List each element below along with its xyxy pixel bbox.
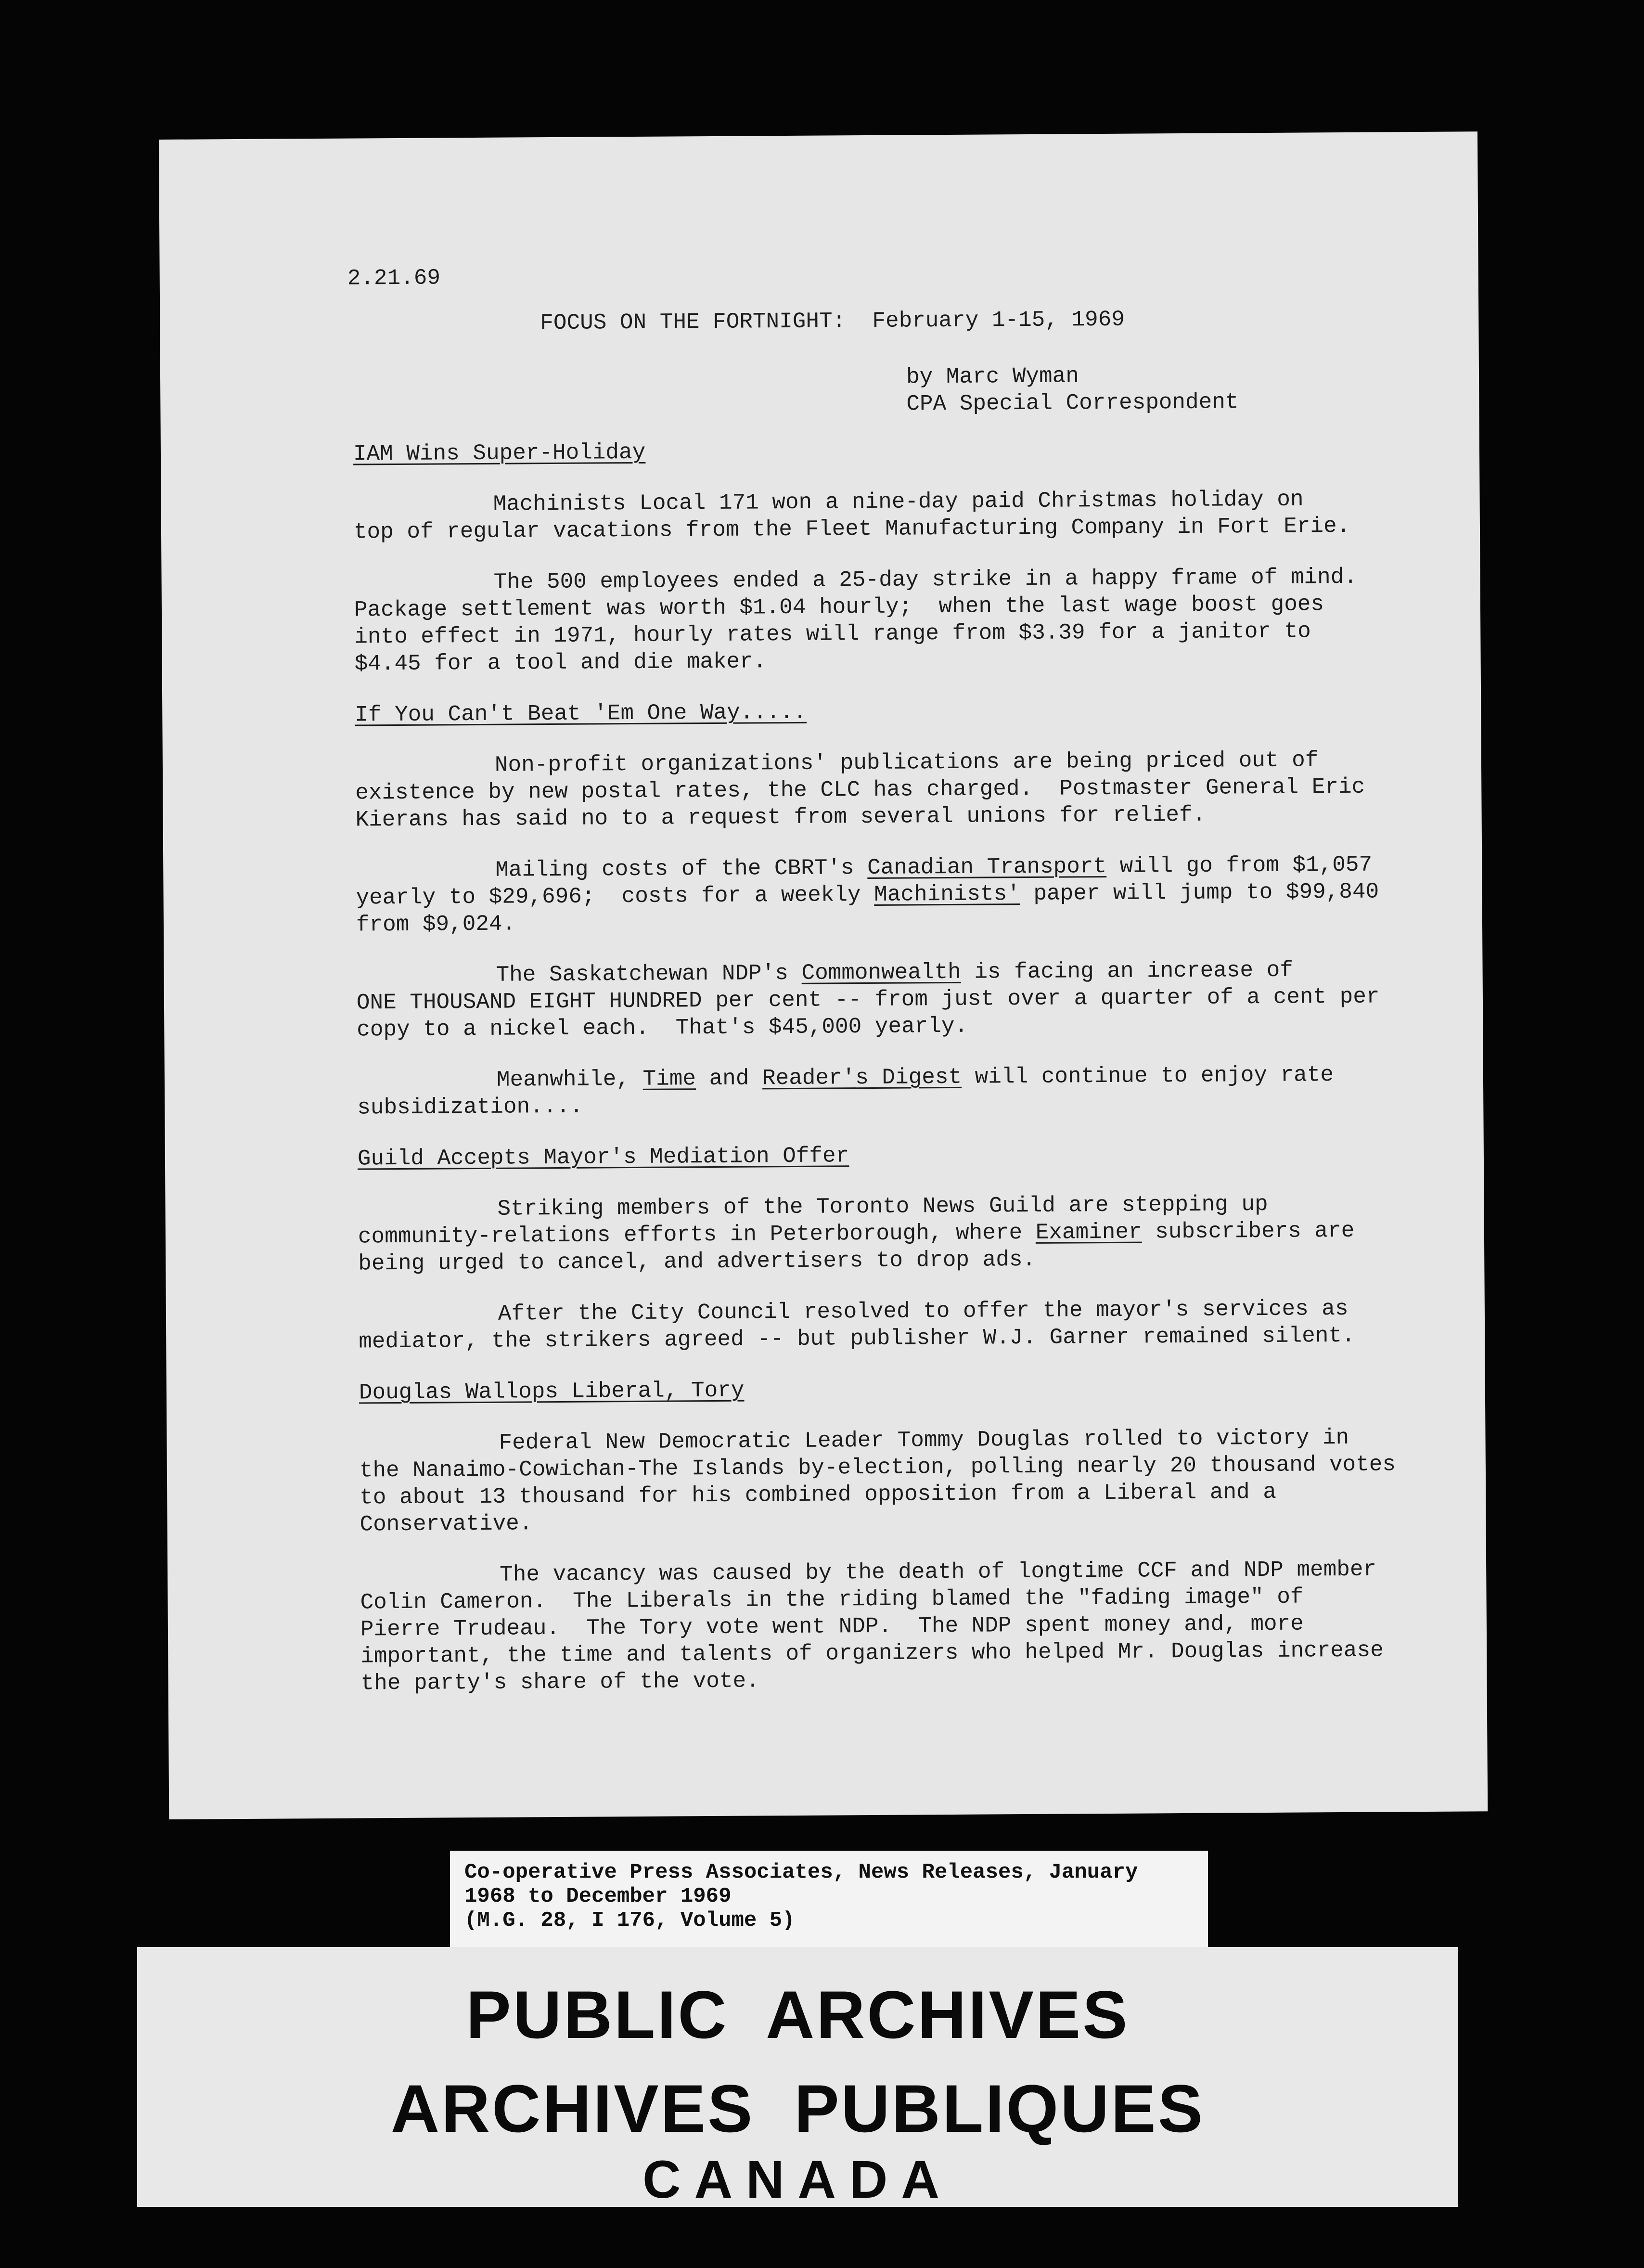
author-role: CPA Special Correspondent xyxy=(906,389,1239,417)
stamp-line-country: CANADA xyxy=(642,2150,953,2209)
paragraph-line: to about 13 thousand for his combined opposition from a Liberal and a xyxy=(360,1479,1277,1510)
byline-block xyxy=(906,361,1239,417)
archive-citation xyxy=(450,1851,1208,1947)
publication-title: Machinists' xyxy=(874,881,1020,907)
document-title: FOCUS ON THE FORTNIGHT: February 1-15, 1969 xyxy=(540,307,1125,336)
paragraph-line: copy to a nickel each. That's $45,000 yearly. xyxy=(357,1013,968,1043)
paragraph-line: Federal New Democratic Leader Tommy Douglas rolled to victory in xyxy=(499,1425,1349,1456)
paragraph-line: Kierans has said no to a request from several unions for relief. xyxy=(355,802,1206,833)
paragraph-line: mediator, the strikers agreed -- but publisher W.J. Garner remained silent. xyxy=(359,1323,1355,1354)
paragraph xyxy=(353,486,1364,546)
citation-line-1: Co-operative Press Associates, News Releases, January xyxy=(464,1860,1138,1884)
paragraph-line: subsidization.... xyxy=(357,1094,583,1121)
document-page xyxy=(159,131,1488,1819)
paragraph-line: existence by new postal rates, the CLC has charged. Postmaster General Eric xyxy=(355,774,1365,806)
paragraph-line: Package settlement was worth $1.04 hourly; when the last wage boost goes xyxy=(354,592,1324,623)
article-section xyxy=(359,1373,1396,1697)
publication-title: Commonwealth xyxy=(801,959,961,986)
paragraph-line: Pierre Trudeau. The Tory vote went NDP. The NDP spent money and, more xyxy=(360,1611,1304,1642)
article-section xyxy=(355,696,1380,1121)
paragraph-line: Colin Cameron. The Liberals in the riding blamed the "fading image" of xyxy=(360,1584,1304,1615)
publication-title: Reader's Digest xyxy=(762,1064,962,1091)
stamp-line-french: ARCHIVES PUBLIQUES xyxy=(390,2071,1205,2146)
paragraph-line: the party's share of the vote. xyxy=(360,1668,759,1696)
paragraph-line: The Saskatchewan NDP's Commonwealth is facing an increase of xyxy=(496,957,1294,988)
paragraph xyxy=(359,1295,1370,1355)
citation-line-3: (M.G. 28, I 176, Volume 5) xyxy=(464,1908,795,1933)
article-body xyxy=(353,435,1396,1721)
paragraph-line: Mailing costs of the CBRT's Canadian Transport will go from $1,057 xyxy=(495,852,1373,883)
paragraph-line: yearly to $29,696; costs for a weekly Machinists' paper will jump to $99,840 xyxy=(356,879,1379,911)
archives-stamp xyxy=(137,1947,1458,2207)
section-heading: Guild Accepts Mayor's Mediation Offer xyxy=(357,1143,849,1172)
paragraph-line: The 500 employees ended a 25-day strike in a happy frame of mind. xyxy=(493,564,1358,595)
paragraph-line: important, the time and talents of organizers who helped Mr. Douglas increase xyxy=(360,1637,1384,1669)
section-heading: If You Can't Beat 'Em One Way..... xyxy=(355,699,807,728)
article-section xyxy=(353,435,1365,678)
paragraph-line: Non-profit organizations' publications are being priced out of xyxy=(494,747,1319,778)
paragraph-line: Striking members of the Toronto News Guild are stepping up xyxy=(497,1191,1268,1222)
paragraph-line: into effect in 1971, hourly rates will range from $3.39 for a janitor to xyxy=(354,619,1311,650)
paragraph-line: community-relations efforts in Peterborough, where Examiner subscribers are xyxy=(358,1218,1355,1250)
paragraph xyxy=(358,1190,1369,1277)
paragraph-line: the Nanaimo-Cowichan-The Islands by-election, polling nearly 20 thousand votes xyxy=(359,1452,1396,1483)
paragraph xyxy=(357,1061,1368,1121)
paragraph xyxy=(356,956,1380,1044)
paragraph-line: Meanwhile, Time and Reader's Digest will continue to enjoy rate xyxy=(496,1062,1334,1093)
paragraph-line: being urged to cancel, and advertisers to drop ads. xyxy=(358,1247,1036,1276)
paragraph xyxy=(360,1556,1384,1697)
paragraph-line: Conservative. xyxy=(360,1511,533,1537)
stamp-line-english: PUBLIC ARCHIVES xyxy=(466,1977,1130,2052)
citation-line-2: 1968 to December 1969 xyxy=(464,1884,732,1908)
author-byline: by Marc Wyman xyxy=(906,363,1079,390)
paragraph-line: top of regular vacations from the Fleet Manufacturing Company in Fort Erie. xyxy=(353,513,1350,545)
publication-title: Canadian Transport xyxy=(867,854,1107,881)
publication-title: Time xyxy=(642,1066,696,1092)
paragraph-line: After the City Council resolved to offer the mayor's services as xyxy=(498,1296,1349,1327)
date-code: 2.21.69 xyxy=(347,265,441,291)
paragraph-line: $4.45 for a tool and die maker. xyxy=(354,649,767,677)
paragraph-line: from $9,024. xyxy=(356,911,516,938)
paragraph-line: ONE THOUSAND EIGHT HUNDRED per cent -- from just over a quarter of a cent per xyxy=(356,984,1380,1016)
section-heading: Douglas Wallops Liberal, Tory xyxy=(359,1378,745,1405)
paragraph-line: The vacancy was caused by the death of longtime CCF and NDP member xyxy=(500,1557,1377,1587)
publication-title: Examiner xyxy=(1035,1219,1142,1245)
paragraph-line: Machinists Local 171 won a nine-day paid Christmas holiday on xyxy=(493,487,1304,517)
section-heading: IAM Wins Super-Holiday xyxy=(353,439,646,467)
paragraph xyxy=(355,747,1366,834)
paragraph xyxy=(354,564,1365,678)
paragraph xyxy=(356,851,1379,939)
paragraph xyxy=(359,1424,1396,1538)
article-section xyxy=(358,1139,1370,1355)
